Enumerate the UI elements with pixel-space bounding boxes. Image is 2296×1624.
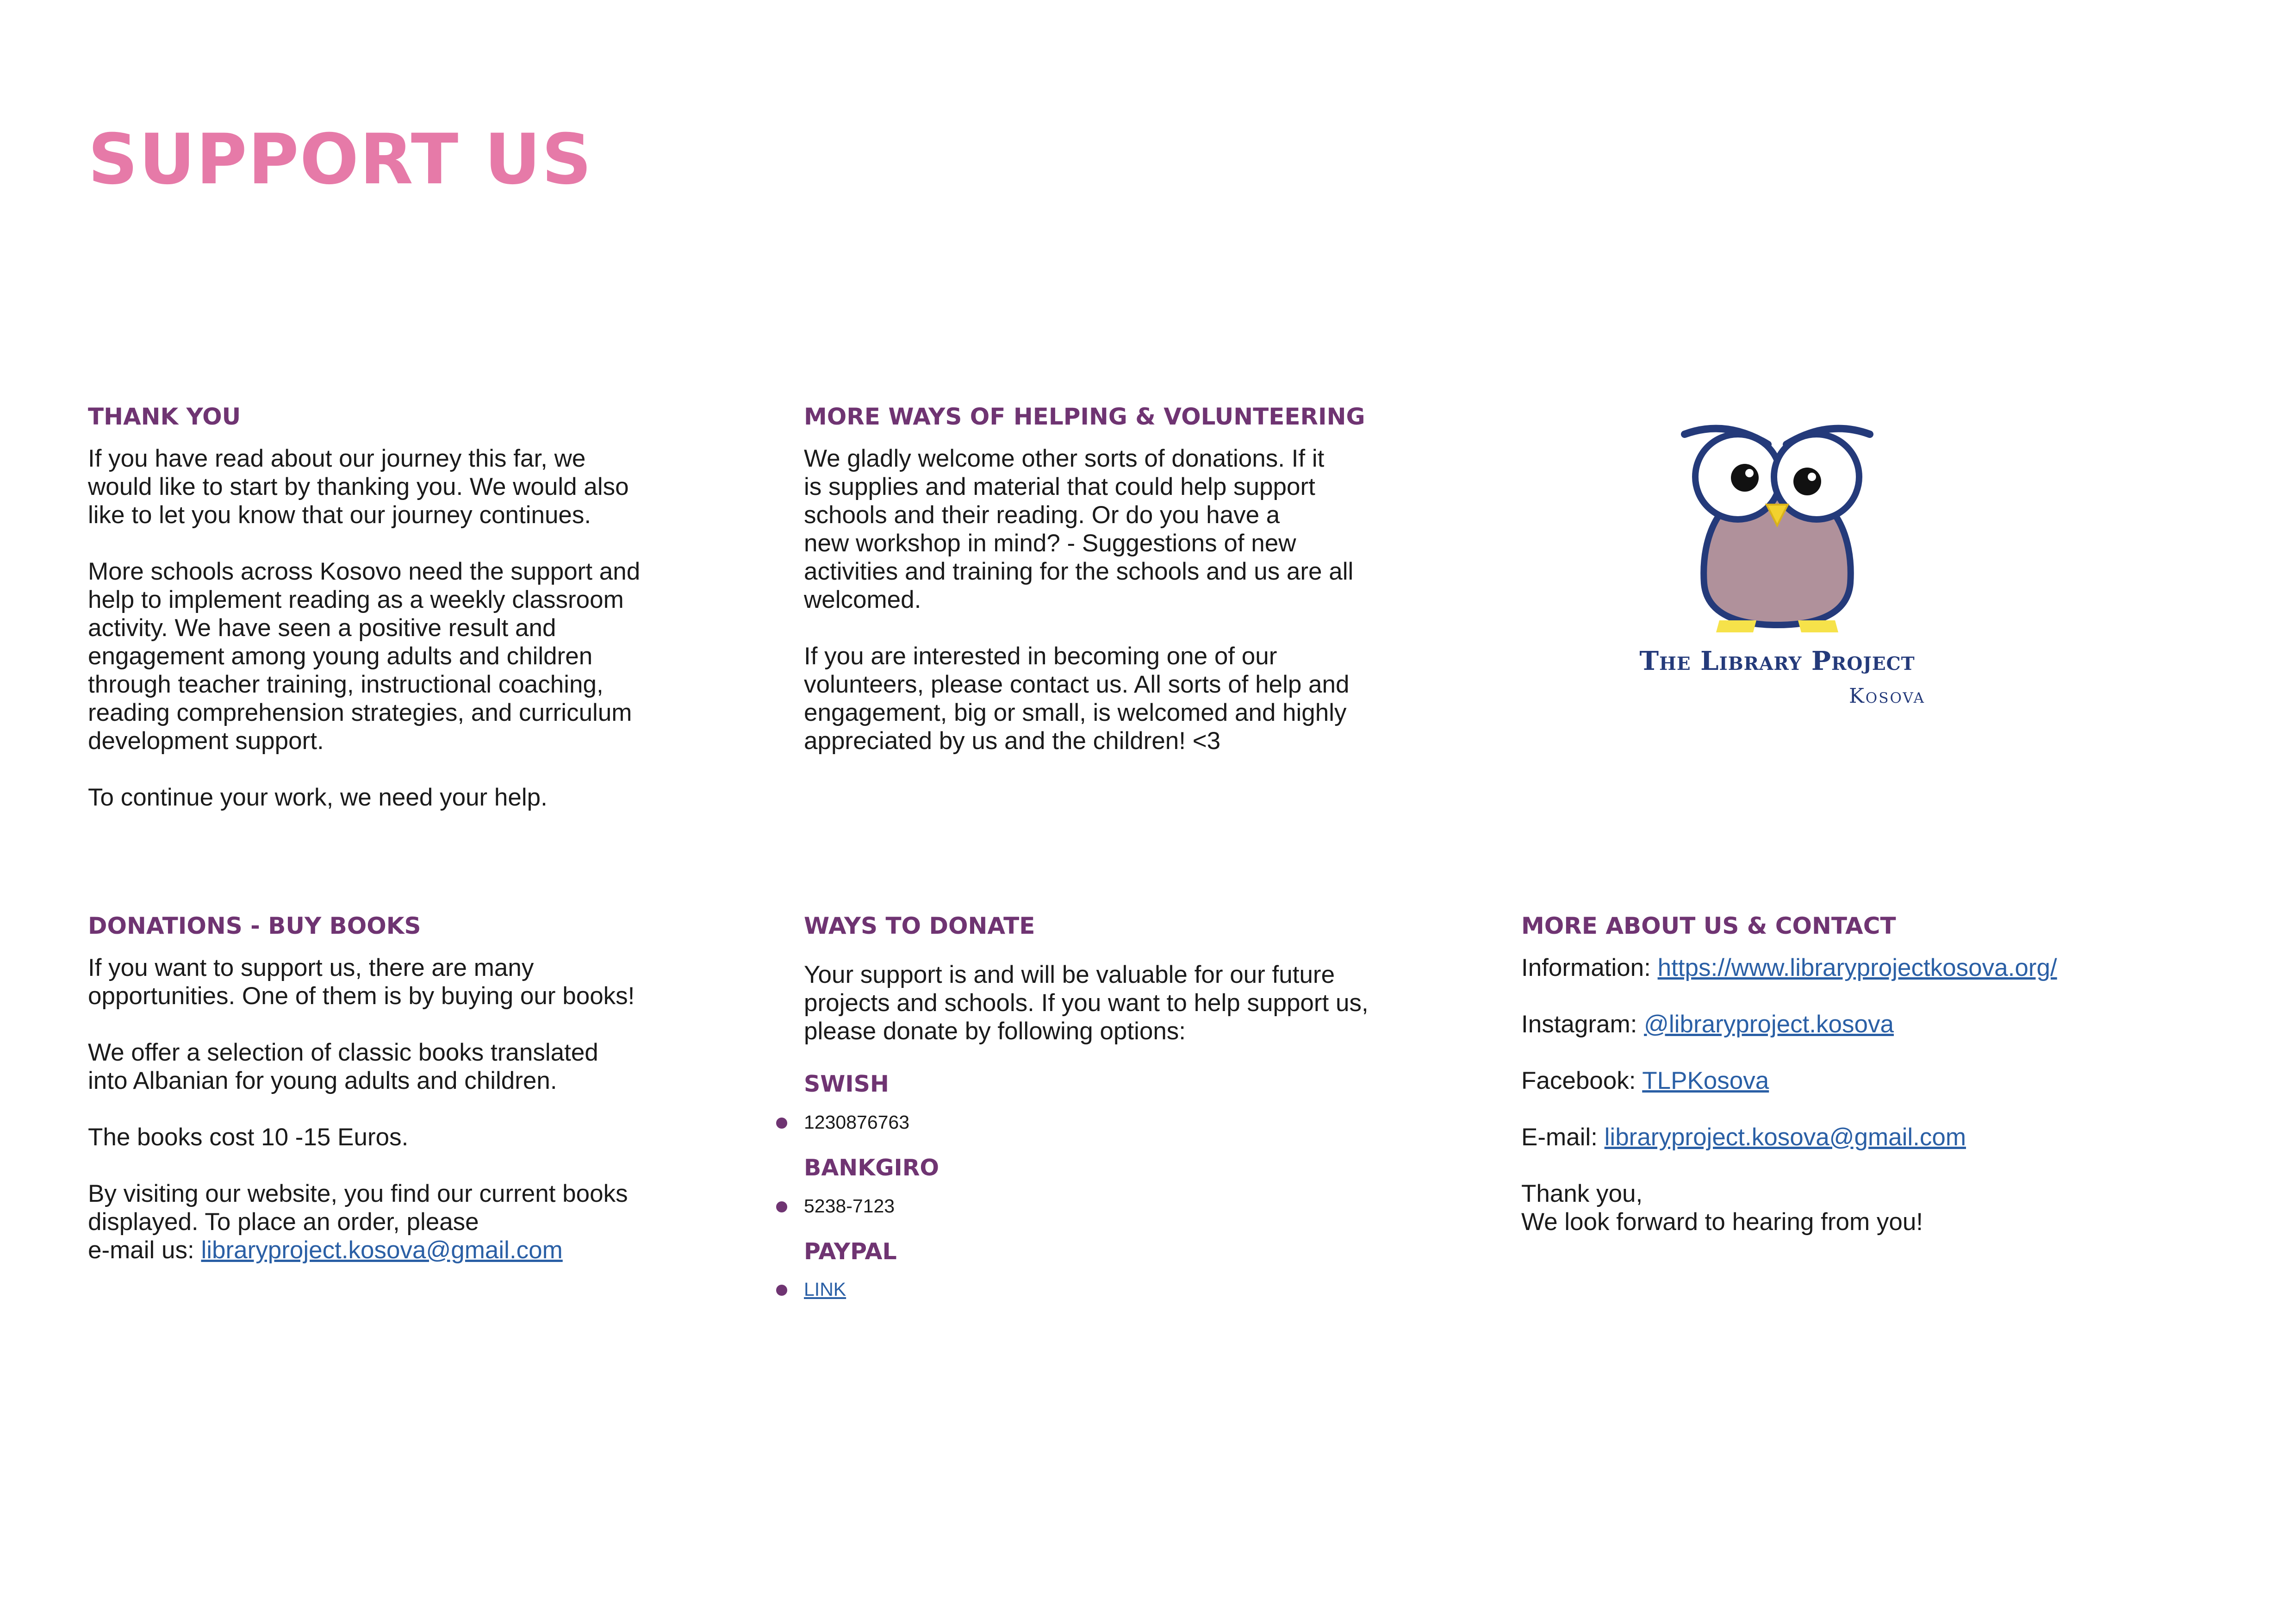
logo-title: The Library Project (1639, 646, 1915, 676)
ways-to-donate-heading: WAYS TO DONATE (804, 912, 1035, 939)
thank-you-paragraph-2 (88, 557, 717, 755)
email-prefix: e-mail us: (88, 1237, 201, 1264)
contact-facebook (1521, 1067, 2215, 1095)
text-line: engagement, big or small, is welcomed and highly (804, 699, 1347, 726)
text-line: help to implement reading as a weekly classroom (88, 586, 624, 613)
text-line: new workshop in mind? - Suggestions of new (804, 530, 1296, 557)
swish-number: 1230876763 (804, 1111, 910, 1133)
text-line: If you have read about our journey this far, we (88, 445, 586, 472)
thank-you-section (88, 403, 717, 840)
paypal-heading: PAYPAL (804, 1238, 897, 1265)
text-line: through teacher training, instructional coaching, (88, 671, 604, 698)
contact-instagram (1521, 1010, 2215, 1038)
donations-price: The books cost 10 -15 Euros. (88, 1124, 409, 1151)
owl-logo-icon (1675, 417, 1879, 639)
more-ways-heading: MORE WAYS OF HELPING & VOLUNTEERING (804, 403, 1365, 430)
library-project-logo (1629, 417, 1925, 722)
website-link[interactable]: https://www.libraryprojectkosova.org/ (1657, 954, 2057, 981)
text-line: activity. We have seen a positive result and (88, 614, 556, 642)
page-title: SUPPORT US (88, 119, 593, 200)
text-line: reading comprehension strategies, and curriculum (88, 699, 632, 726)
contact-closing (1521, 1180, 2215, 1236)
donations-paragraph-4 (88, 1180, 717, 1264)
contact-information (1521, 954, 2215, 982)
swish-item (804, 1108, 1443, 1136)
text-line: would like to start by thanking you. We would also (88, 473, 629, 500)
thank-you-paragraph-3: To continue your work, we need your help. (88, 784, 548, 811)
text-line: opportunities. One of them is by buying our books! (88, 982, 635, 1010)
bankgiro-heading: BANKGIRO (804, 1154, 940, 1181)
text-line: By visiting our website, you find our current books (88, 1180, 628, 1207)
text-line: If you are interested in becoming one of our (804, 643, 1277, 670)
text-line: please donate by following options: (804, 1018, 1186, 1045)
text-line: projects and schools. If you want to help support us, (804, 989, 1369, 1017)
text-line: welcomed. (804, 586, 921, 613)
text-line: is supplies and material that could help support (804, 473, 1315, 500)
information-label: Information: (1521, 954, 1658, 981)
donations-paragraph-1 (88, 954, 717, 1010)
text-line: If you want to support us, there are many (88, 954, 534, 981)
text-line (88, 1236, 717, 1264)
text-line: activities and training for the schools and us are all (804, 558, 1354, 585)
text-line: development support. (88, 727, 324, 755)
thank-you-heading: THANK YOU (88, 403, 241, 430)
donations-paragraph-2 (88, 1038, 717, 1095)
ways-to-donate-intro (804, 961, 1443, 1045)
logo-subtitle: Kosova (1848, 684, 1925, 708)
text-line: More schools across Kosovo need the support and (88, 558, 641, 585)
ways-to-donate-section (804, 912, 1443, 1322)
bullet-icon (776, 1201, 787, 1212)
text-line: displayed. To place an order, please (88, 1208, 479, 1236)
swish-heading: SWISH (804, 1071, 889, 1097)
contact-heading: MORE ABOUT US & CONTACT (1521, 912, 1896, 939)
facebook-label: Facebook: (1521, 1067, 1643, 1094)
instagram-link[interactable]: @libraryproject.kosova (1644, 1011, 1894, 1038)
bankgiro-number: 5238-7123 (804, 1195, 895, 1217)
more-ways-paragraph-1 (804, 444, 1443, 614)
text-line: volunteers, please contact us. All sorts of help and (804, 671, 1350, 698)
donations-email-link[interactable]: libraryproject.kosova@gmail.com (201, 1237, 563, 1264)
text-line: We gladly welcome other sorts of donations. If it (804, 445, 1325, 472)
contact-email (1521, 1123, 2215, 1151)
text-line: engagement among young adults and children (88, 643, 593, 670)
more-ways-section (804, 403, 1443, 783)
facebook-link[interactable]: TLPKosova (1642, 1067, 1769, 1094)
paypal-item (804, 1275, 1443, 1303)
email-label: E-mail: (1521, 1124, 1605, 1151)
more-ways-paragraph-2 (804, 642, 1443, 755)
bullet-icon (776, 1285, 787, 1296)
text-line: like to let you know that our journey continues. (88, 501, 591, 529)
text-line: We look forward to hearing from you! (1521, 1208, 1923, 1236)
text-line: Thank you, (1521, 1180, 1643, 1207)
text-line: appreciated by us and the children! <3 (804, 727, 1221, 755)
donations-heading: DONATIONS - BUY BOOKS (88, 912, 421, 939)
text-line: into Albanian for young adults and children. (88, 1067, 557, 1094)
text-line: Your support is and will be valuable for our future (804, 961, 1335, 988)
contact-email-link[interactable]: libraryproject.kosova@gmail.com (1604, 1124, 1966, 1151)
text-line: schools and their reading. Or do you have a (804, 501, 1280, 529)
donations-section (88, 912, 717, 1293)
bullet-icon (776, 1118, 787, 1129)
contact-section (1521, 912, 2215, 1264)
text-line: We offer a selection of classic books translated (88, 1039, 598, 1066)
bankgiro-item (804, 1192, 1443, 1220)
thank-you-paragraph-1 (88, 444, 717, 529)
instagram-label: Instagram: (1521, 1011, 1644, 1038)
paypal-link[interactable]: LINK (804, 1279, 846, 1300)
